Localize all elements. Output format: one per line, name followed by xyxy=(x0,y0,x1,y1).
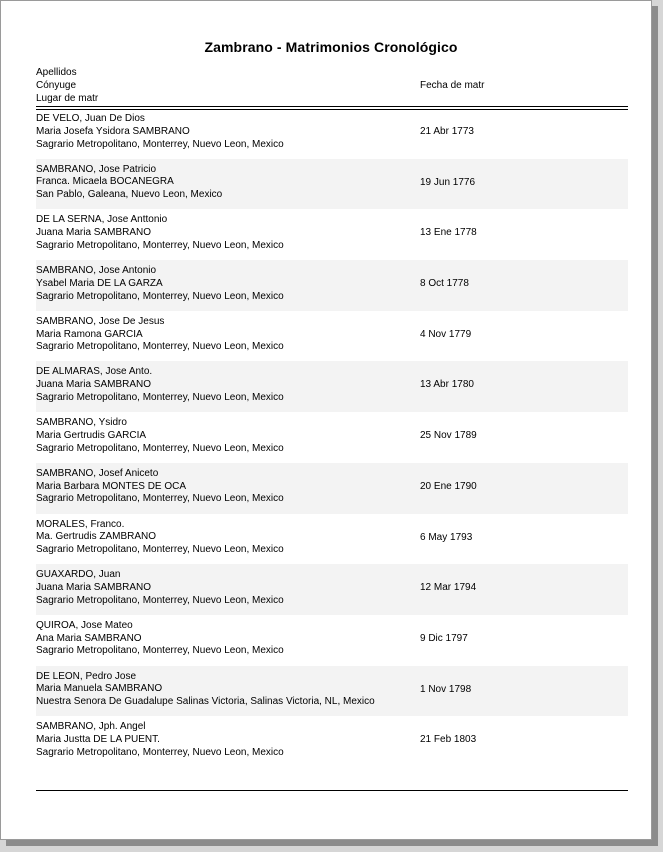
marriage-row xyxy=(36,615,628,666)
spouse-name: Ma. Gertrudis ZAMBRANO xyxy=(36,531,157,543)
spouse-name: Maria Josefa Ysidora SAMBRANO xyxy=(36,125,190,137)
column-header xyxy=(36,66,628,106)
marriage-names xyxy=(36,671,375,709)
marriage-place: Sagrario Metropolitano, Monterrey, Nuevo Leon, Mexico xyxy=(36,138,284,150)
marriage-row xyxy=(36,260,628,311)
marriage-place: Sagrario Metropolitano, Monterrey, Nuevo Leon, Mexico xyxy=(36,341,284,353)
marriage-row xyxy=(36,463,628,514)
marriage-place: Sagrario Metropolitano, Monterrey, Nuevo Leon, Mexico xyxy=(36,442,284,454)
person-name: MORALES, Franco. xyxy=(36,518,125,530)
spouse-name: Ana Maria SAMBRANO xyxy=(36,632,142,644)
marriage-names xyxy=(36,316,284,354)
marriage-date: 13 Abr 1780 xyxy=(420,379,474,391)
footer-divider xyxy=(36,790,628,791)
spouse-name: Maria Justta DE LA PUENT. xyxy=(36,734,160,746)
marriage-place: Sagrario Metropolitano, Monterrey, Nuevo Leon, Mexico xyxy=(36,392,284,404)
spouse-name: Juana Maria SAMBRANO xyxy=(36,581,152,593)
marriage-names xyxy=(36,164,222,202)
marriage-date: 20 Ene 1790 xyxy=(420,480,477,492)
marriage-row xyxy=(36,716,628,767)
marriage-row xyxy=(36,514,628,565)
marriage-date: 25 Nov 1789 xyxy=(420,430,477,442)
spouse-name: Franca. Micaela BOCANEGRA xyxy=(36,176,174,188)
marriage-row xyxy=(36,209,628,260)
person-name: QUIROA, Jose Mateo xyxy=(36,619,133,631)
marriage-date: 21 Feb 1803 xyxy=(420,734,477,746)
spouse-name: Maria Manuela SAMBRANO xyxy=(36,683,163,695)
marriage-names xyxy=(36,468,284,506)
person-name: SAMBRANO, Ysidro xyxy=(36,417,127,429)
marriage-names xyxy=(36,417,284,455)
marriage-names xyxy=(36,721,284,759)
marriage-place: Sagrario Metropolitano, Monterrey, Nuevo Leon, Mexico xyxy=(36,493,284,505)
marriage-date: 6 May 1793 xyxy=(420,531,473,543)
marriage-place: San Pablo, Galeana, Nuevo Leon, Mexico xyxy=(36,189,223,201)
person-name: DE LA SERNA, Jose Anttonio xyxy=(36,214,168,226)
header-spouse-label: Cónyuge xyxy=(36,80,77,91)
marriage-date: 8 Oct 1778 xyxy=(420,278,469,290)
marriage-names xyxy=(36,569,284,607)
marriage-names xyxy=(36,214,284,252)
spouse-name: Juana Maria SAMBRANO xyxy=(36,227,152,239)
marriage-date: 9 Dic 1797 xyxy=(420,632,468,644)
header-surname-label: Apellidos xyxy=(36,67,77,78)
marriage-row xyxy=(36,361,628,412)
marriage-place: Nuestra Senora De Guadalupe Salinas Victoria, Salinas Victoria, NL, Mexico xyxy=(36,696,375,708)
marriage-row xyxy=(36,564,628,615)
person-name: SAMBRANO, Jose De Jesus xyxy=(36,315,165,327)
marriage-names xyxy=(36,620,284,658)
page-shadow-bottom xyxy=(6,840,658,846)
marriage-names xyxy=(36,265,284,303)
marriage-names xyxy=(36,366,284,404)
marriage-names xyxy=(36,113,284,151)
report-title: Zambrano - Matrimonios Cronológico xyxy=(204,39,458,55)
person-name: SAMBRANO, Jose Antonio xyxy=(36,265,157,277)
marriage-place: Sagrario Metropolitano, Monterrey, Nuevo Leon, Mexico xyxy=(36,290,284,302)
marriage-row xyxy=(36,311,628,362)
person-name: SAMBRANO, Jph. Angel xyxy=(36,721,146,733)
person-name: SAMBRANO, Josef Aniceto xyxy=(36,467,159,479)
person-name: DE LEON, Pedro Jose xyxy=(36,670,137,682)
person-name: GUAXARDO, Juan xyxy=(36,569,121,581)
marriage-row xyxy=(36,412,628,463)
header-date-label: Fecha de matr xyxy=(420,80,485,91)
marriage-date: 21 Abr 1773 xyxy=(420,126,474,137)
marriage-date: 1 Nov 1798 xyxy=(420,683,472,695)
marriage-place: Sagrario Metropolitano, Monterrey, Nuevo Leon, Mexico xyxy=(36,645,284,657)
page-shadow-right xyxy=(652,6,658,846)
marriage-row xyxy=(36,108,628,159)
marriage-date: 13 Ene 1778 xyxy=(420,227,477,239)
marriage-date: 12 Mar 1794 xyxy=(420,582,477,594)
spouse-name: Juana Maria SAMBRANO xyxy=(36,379,152,391)
spouse-name: Maria Barbara MONTES DE OCA xyxy=(36,480,187,492)
spouse-name: Maria Gertrudis GARCIA xyxy=(36,429,147,441)
marriage-row xyxy=(36,159,628,210)
marriage-place: Sagrario Metropolitano, Monterrey, Nuevo Leon, Mexico xyxy=(36,239,284,251)
marriage-date: 4 Nov 1779 xyxy=(420,328,472,340)
marriage-row xyxy=(36,666,628,717)
marriage-place: Sagrario Metropolitano, Monterrey, Nuevo Leon, Mexico xyxy=(36,746,284,758)
header-place-label: Lugar de matr xyxy=(36,93,99,104)
marriage-list xyxy=(36,108,628,767)
person-name: DE VELO, Juan De Dios xyxy=(36,113,145,124)
spouse-name: Ysabel Maria DE LA GARZA xyxy=(36,277,163,289)
marriage-place: Sagrario Metropolitano, Monterrey, Nuevo Leon, Mexico xyxy=(36,594,284,606)
marriage-names xyxy=(36,519,284,557)
person-name: SAMBRANO, Jose Patricio xyxy=(36,163,157,175)
header-name-columns xyxy=(36,66,98,105)
person-name: DE ALMARAS, Jose Anto. xyxy=(36,366,153,378)
spouse-name: Maria Ramona GARCIA xyxy=(36,328,143,340)
marriage-date: 19 Jun 1776 xyxy=(420,176,476,188)
marriage-place: Sagrario Metropolitano, Monterrey, Nuevo Leon, Mexico xyxy=(36,544,284,556)
